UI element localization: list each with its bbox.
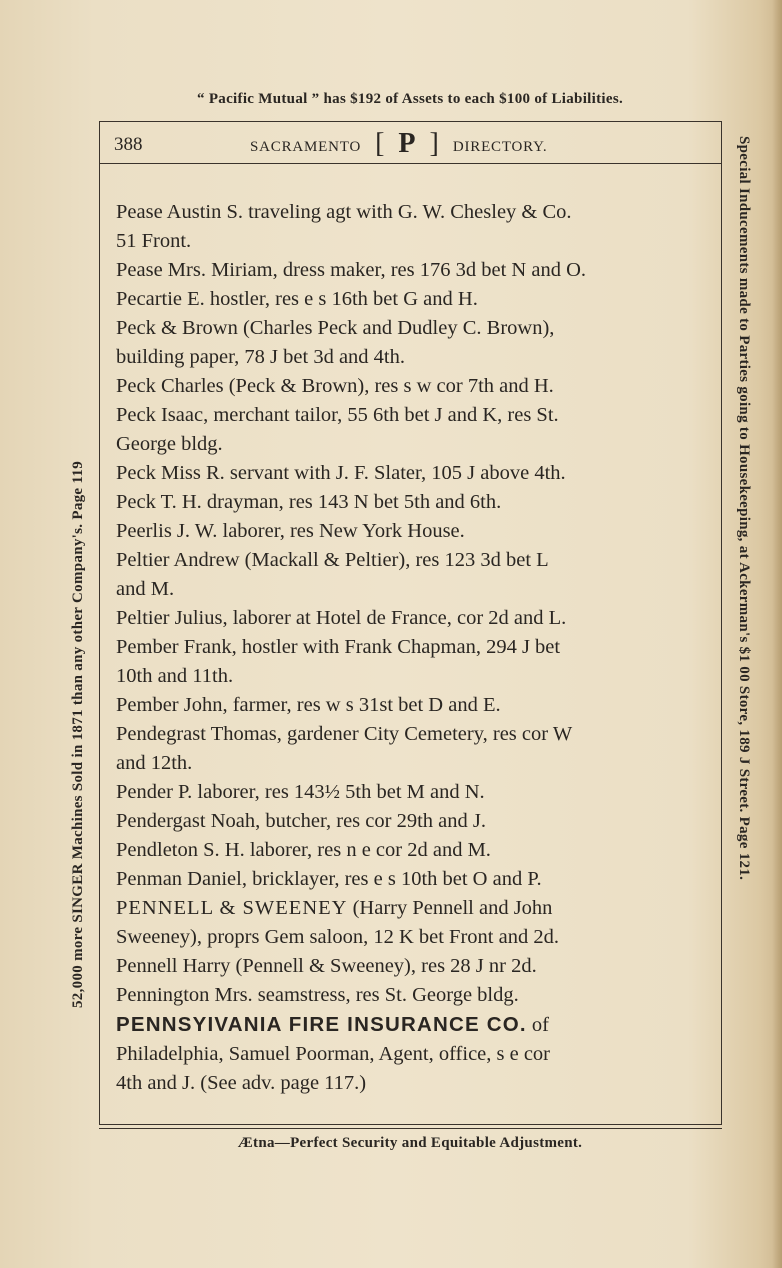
entry-line: Peck Isaac, merchant tailor, 55 6th bet J and K, res St. (116, 404, 559, 426)
entry-line: Pender P. laborer, res 143½ 5th bet M and N. (116, 781, 485, 803)
entry-line-rest: of (526, 1014, 549, 1036)
entry-line: 10th and 11th. (116, 665, 234, 687)
page-spine-shadow (772, 0, 782, 1268)
directory-entry (116, 459, 716, 488)
directory-entry (116, 314, 716, 372)
entry-line: Pennington Mrs. seamstress, res St. George bldg. (116, 984, 519, 1006)
left-margin-advertisement: 52,000 more SINGER Machines Sold in 1871 than any other Company's. Page 119 (70, 461, 86, 1008)
directory-entry (116, 604, 716, 633)
entry-line: Peerlis J. W. laborer, res New York House. (116, 520, 465, 542)
directory-entry (116, 546, 716, 604)
page-number: 388 (114, 134, 143, 155)
entry-line: and 12th. (116, 752, 193, 774)
frame-double-rule (99, 1128, 722, 1129)
entry-line: 4th and J. (See adv. page 117.) (116, 1072, 367, 1094)
entry-line: Pendegrast Thomas, gardener City Cemetery, res cor W (116, 723, 573, 745)
running-header (100, 122, 721, 164)
directory-entry (116, 691, 716, 720)
directory-entry (116, 517, 716, 546)
entry-lead: PENNELL & SWEENEY (116, 897, 348, 919)
directory-label: DIRECTORY. (452, 138, 548, 155)
entry-line: Peck Charles (Peck & Brown), res s w cor 7th and H. (116, 375, 554, 397)
entry-line: Pecartie E. hostler, res e s 16th bet G and H. (116, 288, 478, 310)
directory-entry (116, 401, 716, 459)
entry-line: George bldg. (116, 433, 223, 455)
directory-entry (116, 256, 716, 285)
city-name: SACRAMENTO (250, 138, 362, 155)
entry-line: Peltier Andrew (Mackall & Peltier), res 123 3d bet L (116, 549, 549, 571)
entry-line: Pennell Harry (Pennell & Sweeney), res 28 J nr 2d. (116, 955, 537, 977)
entry-line: Pember John, farmer, res w s 31st bet D and E. (116, 694, 501, 716)
bracket-open: [ (375, 128, 385, 159)
entry-line: Peck T. H. drayman, res 143 N bet 5th and 6th. (116, 491, 502, 513)
entry-line: and M. (116, 578, 175, 600)
entry-line: Peck & Brown (Charles Peck and Dudley C. Brown), (116, 317, 555, 339)
entry-line-rest: (Harry Pennell and John (347, 897, 553, 919)
bottom-advertisement: Ætna—Perfect Security and Equitable Adjustment. (237, 1135, 583, 1151)
entry-line: Peck Miss R. servant with J. F. Slater, 105 J above 4th. (116, 462, 566, 484)
bracket-close: ] (429, 128, 439, 159)
entry-line: 51 Front. (116, 230, 192, 252)
directory-entry (116, 633, 716, 691)
entry-line: Pease Austin S. traveling agt with G. W. Chesley & Co. (116, 201, 572, 223)
directory-entry (116, 952, 716, 981)
directory-entry (116, 285, 716, 314)
directory-entry (116, 198, 716, 256)
entry-line (116, 1010, 716, 1040)
running-head-title (250, 128, 547, 160)
directory-entry (116, 372, 716, 401)
directory-entry (116, 836, 716, 865)
right-margin-advertisement: Special Inducements made to Parties going to Housekeeping, at Ackerman's $1 00 Store, 189 J Street. Page 121. (736, 136, 752, 881)
section-letter: P (398, 128, 416, 159)
entry-line: Penman Daniel, bricklayer, res e s 10th bet O and P. (116, 868, 542, 890)
entry-line: Pember Frank, hostler with Frank Chapman, 294 J bet (116, 636, 561, 658)
directory-entries (116, 198, 716, 1098)
directory-entry (116, 720, 716, 778)
entry-line: Peltier Julius, laborer at Hotel de France, cor 2d and L. (116, 607, 567, 629)
entry-line: building paper, 78 J bet 3d and 4th. (116, 346, 405, 368)
entry-line (116, 894, 716, 923)
top-advertisement: “ Pacific Mutual ” has $192 of Assets to each $100 of Liabilities. (196, 91, 624, 107)
entry-line: Pease Mrs. Miriam, dress maker, res 176 3d bet N and O. (116, 259, 587, 281)
directory-entry (116, 894, 716, 952)
entry-line: Sweeney), proprs Gem saloon, 12 K bet Front and 2d. (116, 926, 559, 948)
entry-line: Philadelphia, Samuel Poorman, Agent, office, s e cor (116, 1043, 551, 1065)
directory-entry (116, 807, 716, 836)
entry-line: Pendleton S. H. laborer, res n e cor 2d and M. (116, 839, 491, 861)
directory-entry (116, 981, 716, 1010)
directory-entry (116, 778, 716, 807)
entry-lead: PENNSYIVANIA FIRE INSURANCE CO. (116, 1013, 527, 1036)
entry-line: Pendergast Noah, butcher, res cor 29th and J. (116, 810, 486, 832)
directory-entry (116, 1010, 716, 1098)
directory-entry (116, 488, 716, 517)
directory-entry (116, 865, 716, 894)
